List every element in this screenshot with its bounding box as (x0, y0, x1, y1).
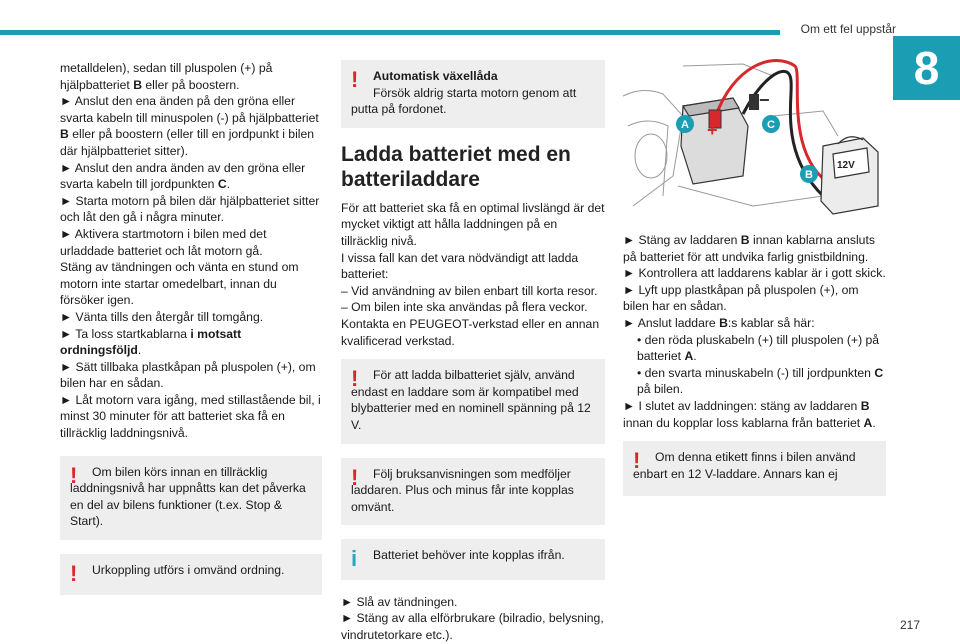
step: ► Lyft upp plastkåpan på pluspolen (+), om bilen har en sådan. (623, 282, 859, 314)
warning-box: ! För att ladda bilbatteriet själv, använd endast en laddare som är kompatibel med blybatterier med en nominell spänning på 12 V. (341, 359, 605, 443)
step: ► Slå av tändningen. (341, 594, 458, 609)
warning-icon: ! (351, 67, 359, 92)
warning-box: ! Automatisk växellåda Försök aldrig starta motorn genom att putta på fordonet. (341, 60, 605, 128)
paragraph: metalldelen), sedan till pluspolen (+) på hjälpbatteriet B eller på boostern. (60, 61, 273, 92)
column-3 (623, 232, 886, 496)
svg-text:+: + (707, 120, 718, 140)
svg-text:12V: 12V (837, 160, 855, 171)
page-number: 217 (899, 618, 920, 632)
battery-charger-illustration (623, 56, 886, 220)
paragraph: För att batteriet ska få en optimal livslängd är det mycket viktigt att hålla laddningen på en tillräcklig nivå. (341, 200, 605, 248)
svg-text:A: A (681, 119, 689, 131)
step: ► Vänta tills den återgår till tomgång. (60, 309, 264, 324)
svg-text:C: C (767, 119, 775, 131)
warning-box: ! Om denna etikett finns i bilen använd enbart en 12 V-laddare. Annars kan ej (623, 441, 886, 496)
step: ► Aktivera startmotorn i bilen med det urladdade batteriet och låt motorn gå. (60, 226, 267, 258)
chapter-tab: 8 (893, 36, 960, 100)
warning-icon: ! (351, 366, 359, 392)
section-heading: Ladda batteriet med en batteriladdare (341, 142, 571, 191)
warning-box: ! Urkoppling utförs i omvänd ordning. (60, 554, 322, 595)
step: ► Låt motorn vara igång, med stillastående bil, i minst 30 minuter för att batteriet ska få en tillräcklig laddningsnivå. (60, 392, 321, 441)
sub-list-item: • den svarta minuskabeln (-) till jordpunkten C på bilen. (637, 365, 884, 397)
label-a (676, 115, 694, 133)
step: ► Anslut den ena änden på den gröna eller svarta kabeln till minuspolen (-) på hjälpbatteriet B eller på boostern (eller till en jordpunkt i bilen där hjälpbatteriet sitter). (60, 94, 319, 158)
warning-box: ! Om bilen körs innan en tillräcklig laddningsnivå har uppnåtts kan det påverka en del av bilens funktioner (t.ex. Stop & Start). (60, 456, 322, 540)
top-accent-bar (0, 30, 780, 35)
step: ► Starta motorn på bilen där hjälpbatteriet sitter och låt den gå i några minuter. (60, 193, 320, 225)
step: ► Ta loss startkablarna i motsatt ordningsföljd. (60, 326, 242, 358)
list-item: – Om bilen inte ska användas på flera veckor. (341, 300, 588, 315)
section-title: Om ett fel uppstår (800, 22, 896, 36)
sub-list-item: • den röda pluskabeln (+) till pluspolen (+) på batteriet A. (637, 332, 880, 364)
paragraph: Stäng av tändningen och vänta en stund om motorn inte startar omedelbart, innan du försöker igen. (60, 260, 299, 308)
info-icon: i (351, 546, 358, 572)
step: ► Anslut laddare B:s kablar så här: (623, 315, 815, 330)
warning-icon: ! (351, 464, 359, 490)
step: ► Sätt tillbaka plastkåpan på pluspolen (+), om bilen har en sådan. (60, 359, 316, 391)
paragraph: I vissa fall kan det vara nödvändigt att ladda batteriet: (341, 250, 579, 282)
list-item: – Vid användning av bilen enbart till korta resor. (341, 283, 598, 298)
warning-icon: ! (70, 561, 78, 587)
warning-icon: ! (633, 448, 641, 474)
charger-icon (821, 137, 878, 214)
step: ► Anslut den andra änden av den gröna eller svarta kabeln till jordpunkten C. (60, 160, 306, 192)
step: ► Kontrollera att laddarens kablar är i gott skick. (623, 266, 886, 281)
warning-box: ! Följ bruksanvisningen som medföljer laddaren. Plus och minus får inte kopplas omvänt. (341, 458, 605, 526)
info-box: i Batteriet behöver inte kopplas ifrån. (341, 539, 605, 580)
warning-icon: ! (70, 462, 78, 488)
column-1 (60, 60, 322, 595)
step: ► I slutet av laddningen: stäng av laddaren B innan du kopplar loss kablarna från batteriet A. (623, 398, 876, 430)
column-2 (341, 60, 605, 644)
step: ► Stäng av laddaren B innan kablarna ansluts på batteriet för att undvika farlig gnistbildning. (623, 233, 875, 264)
label-c (762, 115, 780, 133)
svg-text:B: B (805, 169, 813, 181)
label-b (800, 165, 818, 183)
paragraph: Kontakta en PEUGEOT-verkstad eller en annan kvalificerad verkstad. (341, 316, 600, 348)
svg-text:−: − (759, 90, 770, 110)
step: ► Stäng av alla elförbrukare (bilradio, belysning, vindrutetorkare etc.). (341, 611, 604, 643)
